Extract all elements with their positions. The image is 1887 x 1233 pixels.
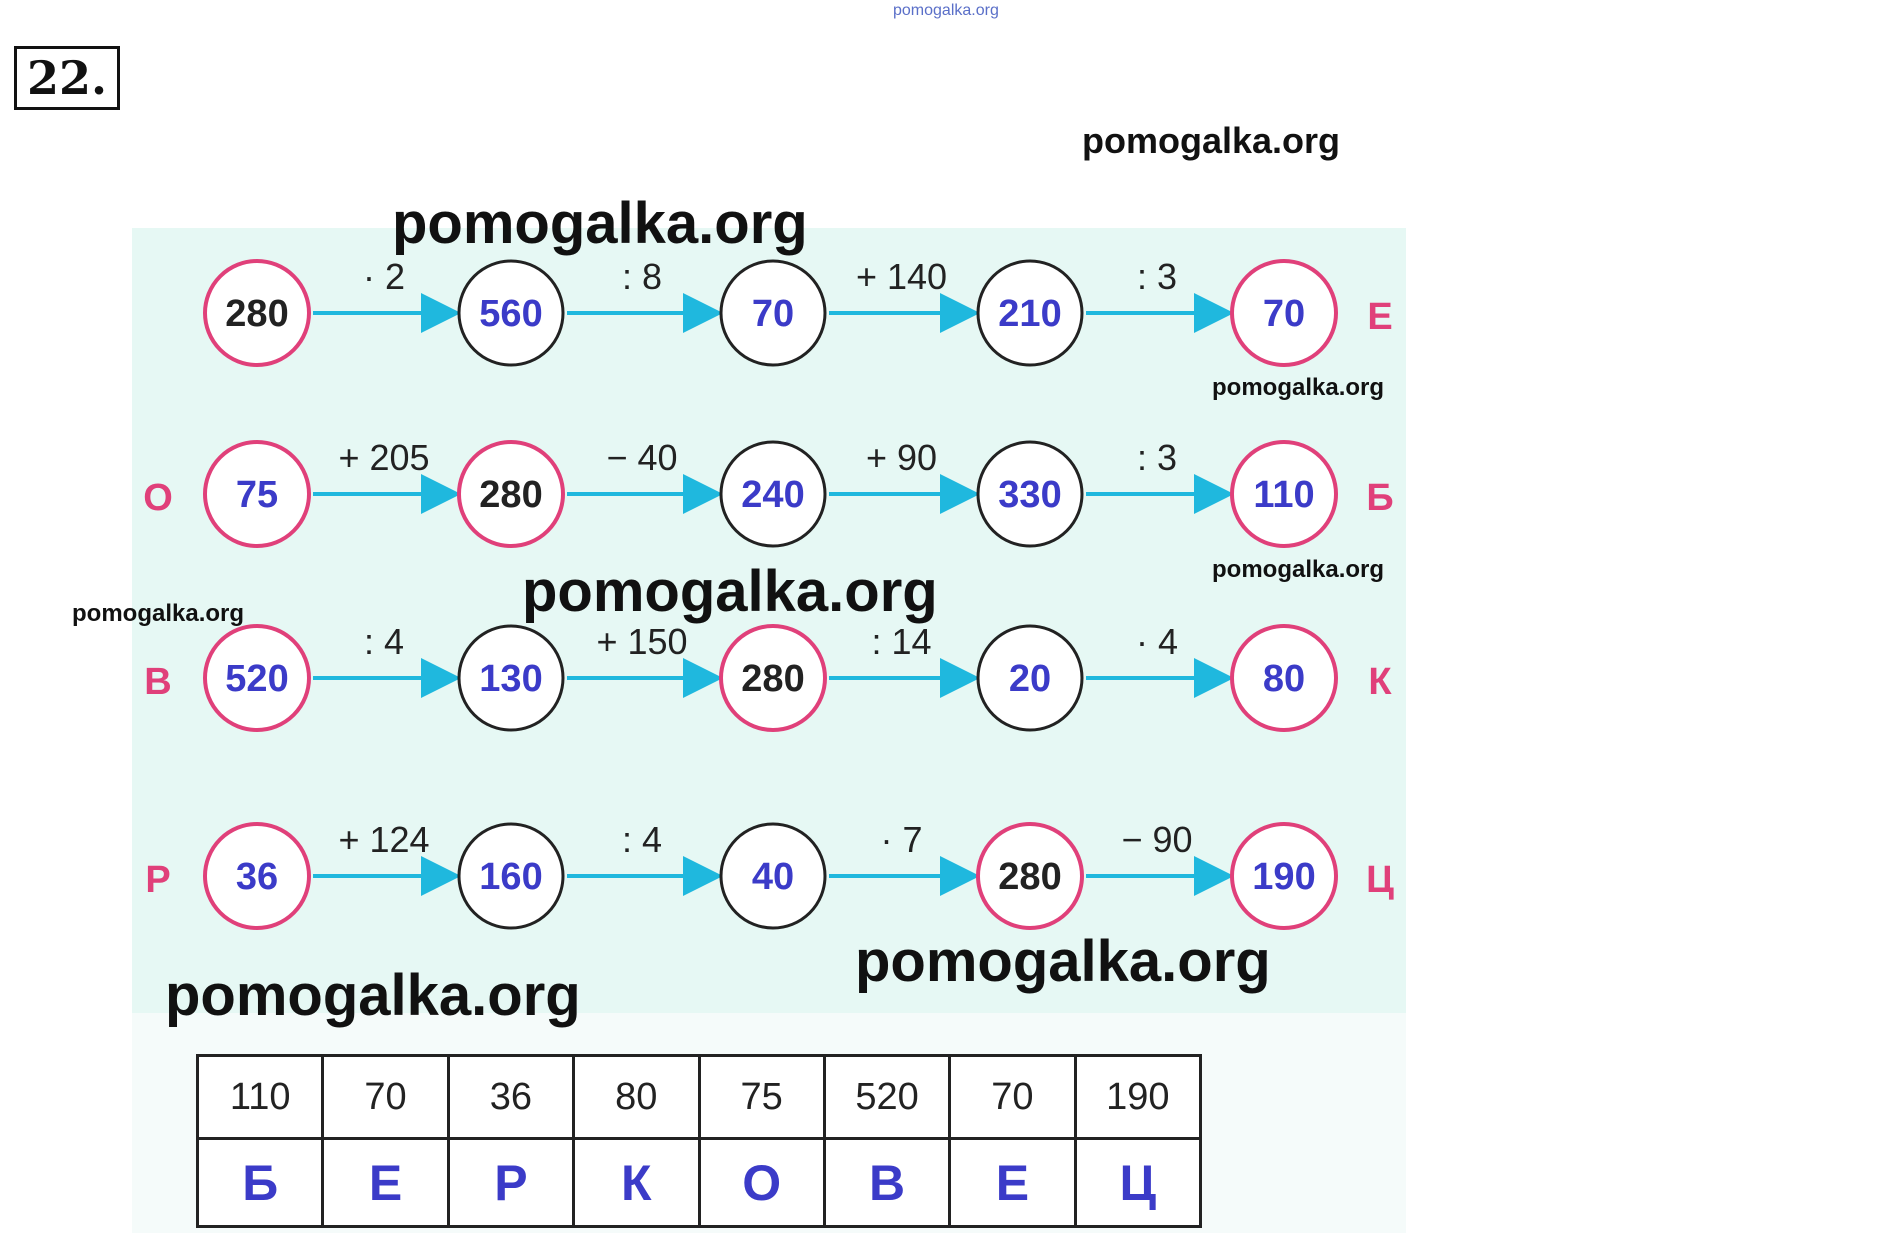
circle-value: 75 bbox=[235, 474, 279, 516]
answer-number-cell: 190 bbox=[1075, 1056, 1200, 1139]
row-end-letter: К bbox=[1368, 661, 1392, 703]
answer-letter-cell: Р bbox=[448, 1139, 573, 1227]
operation-label: + 205 bbox=[338, 437, 430, 478]
circle-value: 280 bbox=[479, 474, 543, 516]
operation-label: : 3 bbox=[1136, 437, 1178, 478]
circle-value: 560 bbox=[479, 293, 543, 335]
answer-number-cell: 70 bbox=[950, 1056, 1075, 1139]
circle-value: 210 bbox=[998, 293, 1062, 335]
circle-value: 70 bbox=[1262, 293, 1306, 335]
answer-letter-cell: К bbox=[574, 1139, 699, 1227]
operation-label: : 4 bbox=[363, 621, 405, 662]
watermark: pomogalka.org bbox=[855, 929, 1271, 994]
watermark: pomogalka.org bbox=[1082, 120, 1341, 161]
operation-label: : 4 bbox=[621, 819, 663, 860]
circle-value: 280 bbox=[998, 856, 1062, 898]
answer-number-cell: 520 bbox=[824, 1056, 949, 1139]
row-end-letter: Б bbox=[1366, 477, 1394, 519]
watermark: pomogalka.org bbox=[72, 600, 245, 627]
circle-value: 36 bbox=[235, 856, 279, 898]
watermark: pomogalka.org bbox=[893, 2, 999, 19]
watermark: pomogalka.org bbox=[1212, 374, 1385, 401]
watermark: pomogalka.org bbox=[1212, 556, 1385, 583]
answer-number-cell: 75 bbox=[699, 1056, 824, 1139]
answer-letter-cell: Ц bbox=[1075, 1139, 1200, 1227]
circle-value: 40 bbox=[751, 856, 795, 898]
answer-numbers-row bbox=[198, 1056, 1201, 1139]
operation-label: · 7 bbox=[880, 819, 923, 860]
circle-value: 190 bbox=[1252, 856, 1316, 898]
circle-value: 70 bbox=[751, 293, 795, 335]
answer-letter-cell: Е bbox=[950, 1139, 1075, 1227]
operation-label: : 8 bbox=[621, 256, 663, 297]
operation-label: · 2 bbox=[362, 256, 406, 297]
operation-label: − 40 bbox=[606, 437, 678, 478]
answer-letter-cell: В bbox=[824, 1139, 949, 1227]
circle-value: 280 bbox=[225, 293, 289, 335]
operation-label: + 150 bbox=[596, 621, 688, 662]
circle-value: 520 bbox=[225, 658, 289, 700]
answer-number-cell: 36 bbox=[448, 1056, 573, 1139]
circle-value: 280 bbox=[741, 658, 805, 700]
operation-label: − 90 bbox=[1121, 819, 1193, 860]
operation-label: + 90 bbox=[865, 437, 938, 478]
watermark: pomogalka.org bbox=[392, 191, 808, 256]
circle-value: 80 bbox=[1262, 658, 1306, 700]
answer-number-cell: 80 bbox=[574, 1056, 699, 1139]
watermark: pomogalka.org bbox=[165, 963, 581, 1028]
circle-value: 110 bbox=[1253, 474, 1315, 516]
watermark: pomogalka.org bbox=[522, 559, 938, 624]
row-start-letter: О bbox=[143, 477, 173, 519]
operation-label: + 140 bbox=[855, 256, 948, 297]
circle-value: 160 bbox=[479, 856, 543, 898]
row-end-letter: Е bbox=[1367, 296, 1393, 338]
operation-label: : 14 bbox=[871, 621, 932, 662]
operation-label: + 124 bbox=[338, 819, 430, 860]
answer-letter-cell: Е bbox=[323, 1139, 448, 1227]
circle-value: 130 bbox=[479, 658, 543, 700]
row-start-letter: Р bbox=[145, 859, 171, 901]
answer-letters-row bbox=[198, 1139, 1201, 1227]
answer-letter-cell: О bbox=[699, 1139, 824, 1227]
answer-number-cell: 110 bbox=[198, 1056, 323, 1139]
circle-value: 240 bbox=[741, 474, 805, 516]
problem-number: 22. bbox=[14, 46, 120, 110]
operation-label: : 3 bbox=[1136, 256, 1178, 297]
answer-letter-cell: Б bbox=[198, 1139, 323, 1227]
circle-value: 20 bbox=[1008, 658, 1052, 700]
answer-number-cell: 70 bbox=[323, 1056, 448, 1139]
row-end-letter: Ц bbox=[1366, 859, 1394, 901]
operation-label: · 4 bbox=[1135, 621, 1179, 662]
circle-value: 330 bbox=[998, 474, 1062, 516]
answer-table bbox=[196, 1054, 1202, 1228]
row-start-letter: В bbox=[144, 661, 172, 703]
